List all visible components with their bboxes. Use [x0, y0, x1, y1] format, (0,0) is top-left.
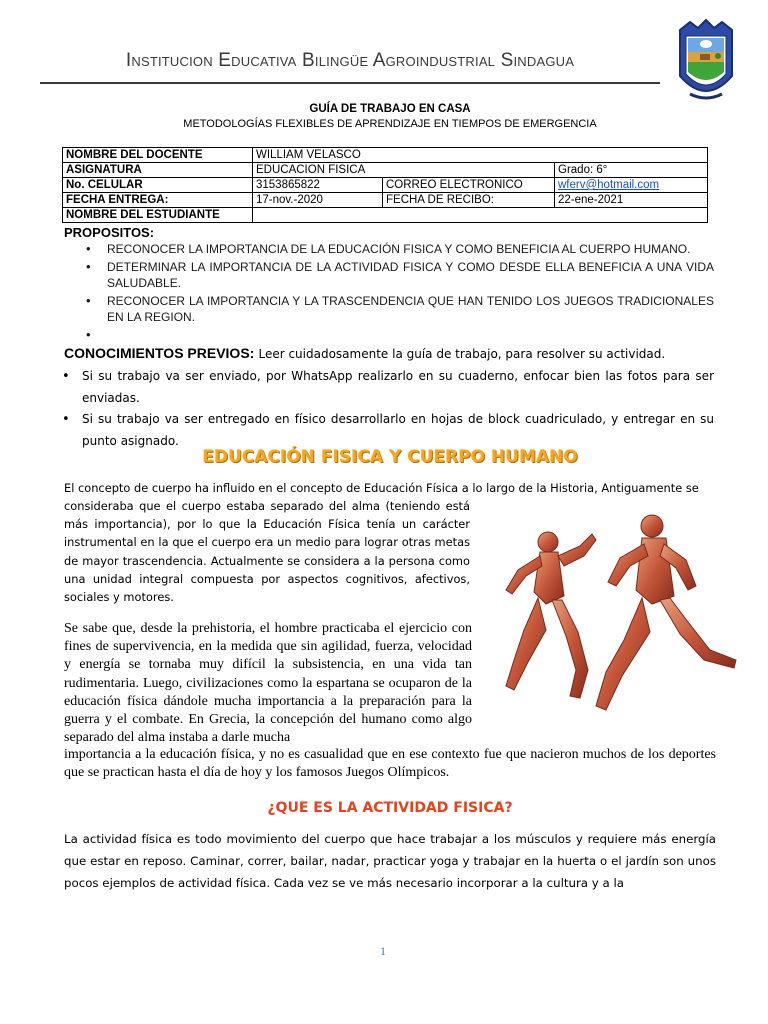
entrega-label: FECHA ENTREGA:	[63, 193, 253, 208]
table-row	[63, 208, 708, 223]
guide-title: GUÍA DE TRABAJO EN CASA	[309, 103, 471, 115]
guide-subtitle: METODOLOGÍAS FLEXIBLES DE APRENDIZAJE EN TIEMPOS DE EMERGENCIA	[183, 118, 597, 130]
asignatura-value: EDUCACION FISICA	[253, 163, 555, 178]
estudiante-label: NOMBRE DEL ESTUDIANTE	[63, 208, 253, 223]
docente-value: WILLIAM VELASCO	[253, 148, 708, 163]
conocimientos-intro: Leer cuidadosamente la guía de trabajo, para resolver su actividad.	[258, 347, 666, 361]
list-item: • Si su trabajo va ser enviado, por WhatsApp realizarlo en su cuaderno, enfocar bien las fotos para ser enviadas.	[62, 366, 714, 409]
list-item-empty	[82, 327, 714, 343]
info-table	[62, 147, 708, 223]
conocimientos-heading	[64, 345, 665, 362]
list-item: • RECONOCER LA IMPORTANCIA Y LA TRASCENDENCIA QUE HAN TENIDO LOS JUEGOS TRADICIONALES EN LA REGION.	[82, 293, 714, 326]
celular-label: No. CELULAR	[63, 178, 253, 193]
conocimientos-list	[62, 366, 714, 452]
header-divider	[40, 82, 660, 84]
propositos-title: PROPOSITOS:	[64, 225, 155, 240]
school-crest-icon	[670, 16, 742, 108]
entrega-value: 17-nov.-2020	[253, 193, 383, 208]
paragraph-cuerpo-line1: El concepto de cuerpo ha influido en el concepto de Educación Física a lo largo de la Historia, Antiguamente se	[64, 481, 699, 495]
table-row	[63, 178, 708, 193]
section-title-actividad-fisica: ¿QUE ES LA ACTIVIDAD FISICA?	[267, 800, 513, 816]
list-item: • RECONOCER LA IMPORTANCIA DE LA EDUCACIÓN FISICA Y COMO BENEFICIA AL CUERPO HUMANO.	[82, 241, 714, 258]
email-link[interactable]: wferv@hotmail.com	[555, 178, 708, 193]
paragraph-prehistoria: Se sabe que, desde la prehistoria, el hombre practicaba el ejercicio con fines de supervivencia, en la medida que sin agilidad, fuerza, velocidad y energía se tornaba muy difícil la subsistencia, en una vida tan rudimentaria. Luego, civilizaciones como la espartana se ocuparon de la educación física dándole mucha importancia a la preparación para la guerra y el combate. En Grecia, la concepción del humano como algo separado del alma instaba a darle mucha	[64, 621, 472, 746]
conocimientos-title: CONOCIMIENTOS PREVIOS:	[64, 345, 255, 361]
table-row	[63, 193, 708, 208]
asignatura-label: ASIGNATURA	[63, 163, 253, 178]
paragraph-cuerpo: consideraba que el cuerpo estaba separado del alma (teniendo está más importancia), por lo que la Educación Física tenía un carácter instrumental en la que el cuerpo era un medio para lograr otras metas de mayor trascendencia. Actualmente se considera a la persona como una unidad integral compuesta por aspectos cognitivos, afectivos, sociales y motores.	[64, 499, 470, 605]
paragraph-prehistoria-cont: importancia a la educación física, y no es casualidad que en ese contexto fue que nacieron muchos de los deportes que se practican hasta el día de hoy y los famosos Juegos Olímpicos.	[64, 747, 716, 781]
institution-name: Institucion Educativa Bilingüe Agroindustrial Sindagua	[125, 50, 575, 71]
table-row	[63, 163, 708, 178]
list-item: • Si su trabajo va ser entregado en físico desarrollarlo en hojas de block cuadriculado, y entregar en su punto asignado.	[62, 409, 714, 452]
table-row	[63, 148, 708, 163]
list-item: • DETERMINAR LA IMPORTANCIA DE LA ACTIVIDAD FISICA Y COMO DESDE ELLA BENEFICIA A UNA VIDA SALUDABLE.	[82, 259, 714, 292]
grado-value: Grado: 6°	[555, 163, 708, 178]
correo-label: CORREO ELECTRONICO	[383, 178, 555, 193]
page-number: 1	[380, 944, 386, 958]
celular-value: 3153865822	[253, 178, 383, 193]
estudiante-value	[253, 208, 708, 223]
recibo-label: FECHA DE RECIBO:	[383, 193, 555, 208]
section-title-educacion-fisica: EDUCACIÓN FISICA Y CUERPO HUMANO	[202, 447, 578, 467]
paragraph-actividad-fisica: La actividad física es todo movimiento del cuerpo que hace trabajar a los músculos y requiere más energía que estar en reposo. Caminar, correr, bailar, nadar, practicar yoga y trabajar en la huerta o el jardín son unos pocos ejemplos de actividad física. Cada vez se ve más necesario incorporar a la cultura y a la	[64, 832, 716, 890]
propositos-list	[82, 241, 714, 344]
muscular-runners-illustration	[484, 500, 754, 730]
docente-label: NOMBRE DEL DOCENTE	[63, 148, 253, 163]
recibo-value: 22-ene-2021	[555, 193, 708, 208]
